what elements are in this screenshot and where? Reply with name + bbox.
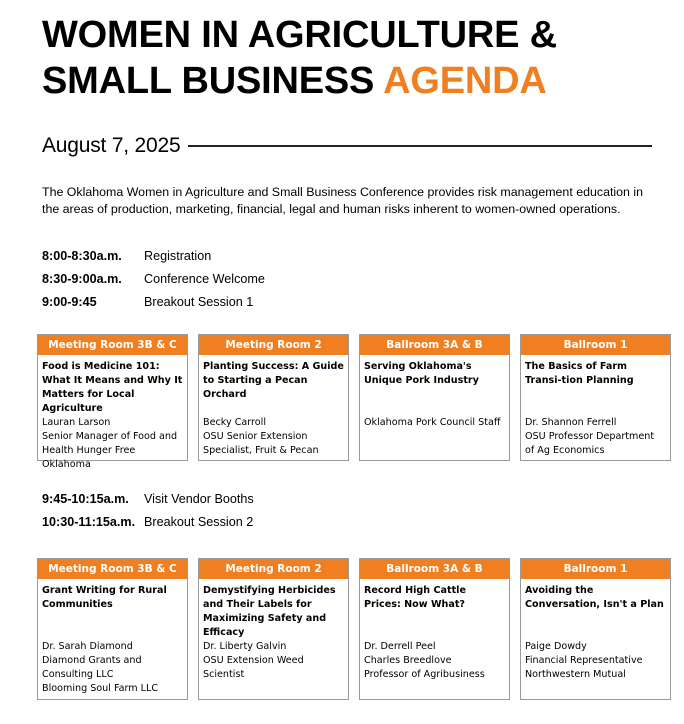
date-header bbox=[42, 132, 652, 160]
session-room: Ballroom 1 bbox=[521, 335, 670, 355]
schedule-time: 8:30-9:00a.m. bbox=[42, 271, 122, 286]
session-room: Ballroom 3A & B bbox=[360, 335, 509, 355]
intro-paragraph: The Oklahoma Women in Agriculture and Small Business Conference provides risk management education in the areas of production, marketing, financial, legal and human risks inherent to women-owned operations. bbox=[42, 185, 644, 216]
schedule-row bbox=[42, 267, 265, 290]
event-date: August 7, 2025 bbox=[42, 134, 181, 157]
session-card bbox=[37, 334, 188, 470]
session-title: Planting Success: A Guide to Starting a Pecan Orchard bbox=[203, 361, 344, 400]
schedule-row bbox=[42, 244, 265, 267]
breakout-session-2-grid bbox=[37, 558, 664, 700]
schedule-label: Conference Welcome bbox=[144, 271, 265, 286]
session-title: Serving Oklahoma's Unique Pork Industry bbox=[364, 361, 479, 386]
schedule-time: 10:30-11:15a.m. bbox=[42, 514, 136, 529]
session-speaker: Dr. Shannon Ferrell OSU Professor Department of Ag Economics bbox=[525, 417, 655, 456]
session-speaker: Becky Carroll OSU Senior Extension Specialist, Fruit & Pecan bbox=[203, 417, 319, 456]
session-title: Demystifying Herbicides and Their Labels for Maximizing Safety and Efficacy bbox=[203, 585, 336, 638]
session-room: Meeting Room 3B & C bbox=[38, 335, 187, 355]
session-room: Meeting Room 3B & C bbox=[38, 559, 187, 579]
schedule-label: Breakout Session 2 bbox=[144, 514, 254, 529]
session-speaker: Dr. Sarah Diamond Diamond Grants and Consulting LLC Blooming Soul Farm LLC bbox=[42, 641, 159, 694]
session-speaker: Oklahoma Pork Council Staff bbox=[364, 417, 501, 428]
session-title: Record High Cattle Prices: Now What? bbox=[364, 585, 466, 610]
title-line-1: WOMEN IN AGRICULTURE & bbox=[42, 14, 557, 56]
session-title: Avoiding the Conversation, Isn't a Plan bbox=[525, 585, 664, 610]
title-line-2: SMALL BUSINESS bbox=[42, 60, 384, 102]
schedule-block-1 bbox=[42, 244, 265, 313]
schedule-row bbox=[42, 290, 265, 313]
session-card bbox=[359, 334, 510, 461]
session-room: Ballroom 3A & B bbox=[360, 559, 509, 579]
schedule-row bbox=[42, 510, 254, 533]
session-title: Food is Medicine 101: What It Means and Why It Matters for Local Agriculture bbox=[42, 361, 183, 414]
session-room: Ballroom 1 bbox=[521, 559, 670, 579]
schedule-time: 9:00-9:45 bbox=[42, 294, 97, 309]
title-accent: AGENDA bbox=[383, 60, 547, 102]
session-card bbox=[37, 558, 188, 700]
session-speaker: Dr. Liberty Galvin OSU Extension Weed Scientist bbox=[203, 641, 304, 680]
session-card bbox=[359, 558, 510, 700]
schedule-time: 8:00-8:30a.m. bbox=[42, 248, 122, 263]
schedule-block-2 bbox=[42, 487, 254, 533]
date-divider bbox=[188, 145, 652, 147]
schedule-label: Registration bbox=[144, 248, 212, 263]
schedule-label: Breakout Session 1 bbox=[144, 294, 254, 309]
session-card bbox=[198, 334, 349, 461]
session-card bbox=[198, 558, 349, 700]
session-room: Meeting Room 2 bbox=[199, 335, 348, 355]
session-card bbox=[520, 334, 671, 461]
session-room: Meeting Room 2 bbox=[199, 559, 348, 579]
breakout-session-1-grid bbox=[37, 334, 659, 470]
session-speaker: Paige Dowdy Financial Representative Northwestern Mutual bbox=[525, 641, 643, 680]
page-title bbox=[42, 12, 557, 104]
schedule-row bbox=[42, 487, 254, 510]
session-title: Grant Writing for Rural Communities bbox=[42, 585, 167, 610]
session-speaker: Lauran Larson Senior Manager of Food and Health Hunger Free Oklahoma bbox=[42, 417, 178, 470]
session-title: The Basics of Farm Transi-tion Planning bbox=[525, 361, 634, 386]
session-card bbox=[520, 558, 671, 700]
schedule-time: 9:45-10:15a.m. bbox=[42, 491, 129, 506]
schedule-label: Visit Vendor Booths bbox=[144, 491, 254, 506]
session-speaker: Dr. Derrell Peel Charles Breedlove Professor of Agribusiness bbox=[364, 641, 485, 680]
